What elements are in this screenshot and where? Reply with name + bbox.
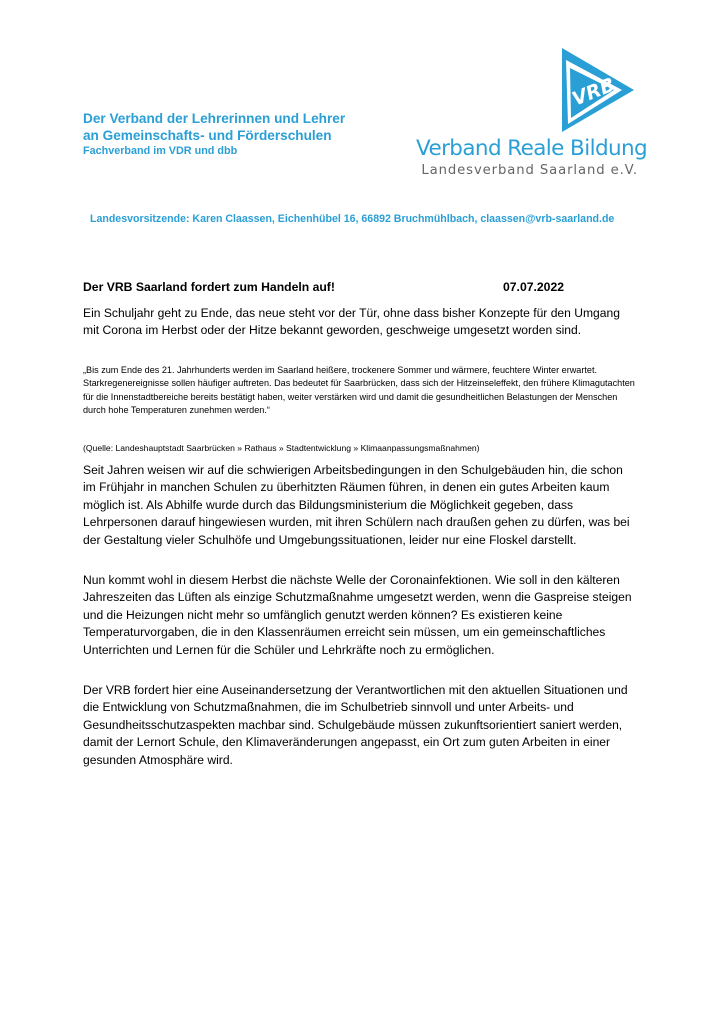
vrb-logo-mark: [556, 46, 636, 132]
logo-mark-text: VRB: [569, 73, 619, 111]
org-line-1: Der Verband der Lehrerinnen und Lehrer: [83, 111, 346, 126]
logo-subtitle: Landesverband Saarland e.V.: [421, 163, 638, 178]
paragraph-2: Seit Jahren weisen wir auf die schwierigen Arbeitsbedingungen in den Schulgebäuden hin, die schon im Frühjahr in manchen Schulen zu überhitzten Räumen führen, in denen ein gutes Arbeiten kaum möglich ist. Als Abhilfe wurde durch das Bildungsministerium die Möglichkeit gegeben, dass Lehrpersonen darauf hingewiesen wurden, mit ihren Schülern nach draußen gehen zu dürfen, was bei der Gestaltung vieler Schulhöfe und Umgebungssituationen, leider nur eine Floskel darstellt.: [83, 463, 630, 547]
paragraph-4: Der VRB fordert hier eine Auseinandersetzung der Verantwortlichen mit den aktuellen Situationen und die Entwicklung von Schutzmaßnahmen, die im Schulbetrieb sinnvoll und unter Arbeits- und Gesundheitsschutzaspekten machbar sind. Schulgebäude müssen zukunftsorientiert saniert werden, damit der Lernort Schule, den Klimaveränderungen angepasst, ein Ort zum guten Arbeiten in einer gesunden Atmosphäre wird.: [83, 683, 628, 767]
org-line-2: an Gemeinschafts- und Förderschulen: [83, 128, 332, 143]
org-line-3: Fachverband im VDR und dbb: [83, 145, 238, 157]
article-title: Der VRB Saarland fordert zum Handeln auf!: [83, 280, 335, 294]
climate-quote: „Bis zum Ende des 21. Jahrhunderts werden im Saarland heißere, trockenere Sommer und wärmere, feuchtere Winter erwartet. Starkregenereignisse sollen häufiger auftreten. Das bedeutet für Saarbrücken, dass sich der Hitzeinseleffekt, den frühere Klimagutachten für die Innenstadtbereiche bereits bestätigt haben, weiter verstärken wird und damit die gesundheitlichen Belastungen der Menschen durch hohe Temperaturen zunehmen werden.“: [83, 365, 635, 415]
paragraph-1: Ein Schuljahr geht zu Ende, das neue steht vor der Tür, ohne dass bisher Konzepte für den Umgang mit Corona im Herbst oder der Hitze bekannt geworden, geschweige umgesetzt worden sind.: [83, 306, 620, 338]
article-date: 07.07.2022: [503, 280, 564, 294]
article-heading: [83, 279, 583, 297]
organization-header: [83, 110, 413, 158]
logo-name: Verband Reale Bildung: [416, 136, 648, 161]
paragraph-3: Nun kommt wohl in diesem Herbst die nächste Welle der Coronainfektionen. Wie soll in den kälteren Jahreszeiten das Lüften als einzige Schutzmaßnahme umgesetzt werden, wenn die Gaspreise steigen und die Heizungen nicht mehr so umfänglich genutzt werden können? Es existieren keine Temperaturvorgaben, die in den Klassenräumen erreicht sein müssen, um ein gemeinschaftliches Unterrichten und Lernen für die Schüler und Lehrkräfte noch zu ermöglichen.: [83, 573, 632, 657]
chair-contact-line: Landesvorsitzende: Karen Claassen, Eichenhübel 16, 66892 Bruchmühlbach, claassen@vrb-saarland.de: [90, 213, 615, 225]
quote-source: (Quelle: Landeshauptstadt Saarbrücken » Rathaus » Stadtentwicklung » Klimaanpassungsmaßnahmen): [83, 443, 480, 453]
